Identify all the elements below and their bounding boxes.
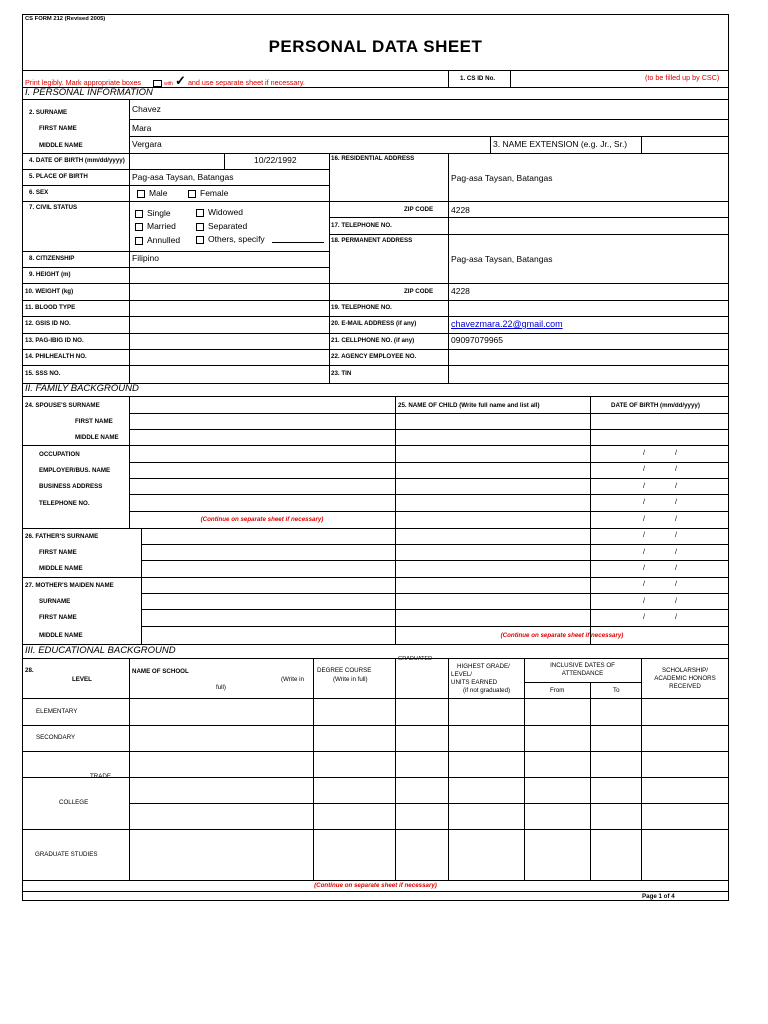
date-slash: / [643,450,645,457]
civil-married-option[interactable]: Married [135,221,176,231]
school-write-in: (Write in [281,676,304,683]
section-personal-title: I. PERSONAL INFORMATION [25,87,153,98]
cellphone-field[interactable]: 09097079965 [451,335,504,345]
civil-separated-option[interactable]: Separated [196,221,247,231]
agency-employee-label: 22. AGENCY EMPLOYEE NO. [331,353,417,360]
education-continue-note: (Continue on separate sheet if necessary) [314,882,437,889]
page-number: Page 1 of 4 [642,893,675,900]
checkbox-icon [196,223,204,231]
middle-name-label: MIDDLE NAME [39,142,83,149]
school-name-header: NAME OF SCHOOL [132,668,189,675]
date-slash: / [643,565,645,572]
father-surname-label: 26. FATHER'S SURNAME [25,533,99,540]
civil-single-option[interactable]: Single [135,208,171,218]
date-slash: / [643,466,645,473]
mother-surname-label: SURNAME [39,598,71,605]
blood-type-label: 11. BLOOD TYPE [25,304,76,311]
name-extension-field[interactable] [642,137,728,152]
civil-annulled-option[interactable]: Annulled [135,235,180,245]
degree-write-in: (Write in full) [333,676,368,683]
date-slash: / [643,614,645,621]
checkbox-icon [196,236,204,244]
inclusive-dates-1: INCLUSIVE DATES OF [550,662,615,669]
cs-id-label: 1. CS ID No. [460,75,496,82]
date-slash: / [675,581,677,588]
civil-others-option[interactable]: Others, specify [196,234,265,244]
date-slash: / [643,483,645,490]
surname-label: 2. SURNAME [29,109,68,116]
weight-label: 10. WEIGHT (kg) [25,288,74,295]
checkbox-icon [135,210,143,218]
level-secondary: SECONDARY [36,734,76,741]
civil-widowed-option[interactable]: Widowed [196,207,243,217]
honors-header-2: ACADEMIC HONORS [654,675,716,682]
middle-name-field[interactable]: Vergara [132,139,162,149]
tin-label: 23. TIN [331,370,352,377]
highest-grade-1: HIGHEST GRADE/ [457,663,510,670]
honors-header-1: SCHOLARSHIP/ [661,667,709,674]
citizenship-label: 8. CITIZENSHIP [29,255,75,262]
page-title: PERSONAL DATA SHEET [268,37,483,56]
date-slash: / [643,516,645,523]
section-family-title: II. FAMILY BACKGROUND [25,383,139,394]
graduated-header: GRADUATED [398,656,433,662]
first-name-field[interactable]: Mara [132,123,152,133]
business-address-label: BUSINESS ADDRESS [39,483,103,490]
email-field[interactable]: chavezmara.22@gmail.com [451,319,563,329]
pob-field[interactable]: Pag-asa Taysan, Batangas [132,172,234,182]
tel17-label: 17. TELEPHONE NO. [331,222,392,229]
instructions: Print legibly. Mark appropriate boxes with ✓ and use separate sheet if necessary. [25,73,305,88]
sex-label: 6. SEX [29,189,49,196]
res-address-label: 16. RESIDENTIAL ADDRESS [331,155,415,162]
pob-label: 5. PLACE OF BIRTH [29,173,88,180]
child-name-label: 25. NAME OF CHILD (Write full name and list all) [398,402,540,409]
date-slash: / [675,466,677,473]
first-name-label: FIRST NAME [39,125,77,132]
highest-grade-3: UNITS EARNED [451,679,498,686]
spouse-first-name-label: FIRST NAME [75,418,113,425]
highest-grade-4: (if not graduated) [463,687,511,694]
mother-first-name-label: FIRST NAME [39,614,77,621]
pagibig-label: 13. PAG-IBIG ID NO. [25,337,84,344]
form-id: CS FORM 212 (Revised 2005) [25,16,106,22]
level-trade: TRADE [90,773,111,780]
date-slash: / [675,532,677,539]
checkbox-icon [137,190,145,198]
honors-header-3: RECEIVED [669,683,701,690]
spouse-continue-note: (Continue on separate sheet if necessary) [200,516,324,523]
employer-label: EMPLOYER/BUS. NAME [39,467,111,474]
degree-header: DEGREE COURSE [317,667,372,674]
tel19-label: 19. TELEPHONE NO. [331,304,392,311]
spouse-surname-label: 24. SPOUSE'S SURNAME [25,402,100,409]
sss-label: 15. SSS NO. [25,370,61,377]
dob-field[interactable]: 10/22/1992 [254,155,297,165]
philhealth-label: 14. PHILHEALTH NO. [25,353,87,360]
section-education-title: III. EDUCATIONAL BACKGROUND [25,645,176,656]
res-zip-field[interactable]: 4228 [451,205,470,215]
perm-address-field[interactable]: Pag-asa Taysan, Batangas [451,254,553,264]
school-full: full) [216,684,226,691]
date-slash: / [675,549,677,556]
date-slash: / [675,565,677,572]
date-slash: / [675,499,677,506]
citizenship-field[interactable]: Filipino [132,253,159,263]
child-dob-label: DATE OF BIRTH (mm/dd/yyyy) [611,402,700,409]
cs-id-note: (to be filled up by CSC) [645,73,720,82]
perm-address-label: 18. PERMANENT ADDRESS [331,237,413,244]
checkbox-icon [135,223,143,231]
level-header: LEVEL [72,676,92,683]
spouse-telephone-label: TELEPHONE NO. [39,500,90,507]
inclusive-dates-2: ATTENDANCE [561,670,604,677]
father-first-name-label: FIRST NAME [39,549,77,556]
zip-label: ZIP CODE [404,206,434,213]
gsis-label: 12. GSIS ID NO. [25,320,71,327]
level-graduate-studies: GRADUATE STUDIES [35,851,98,858]
date-slash: / [675,614,677,621]
checkbox-icon [135,237,143,245]
education-num: 28. [25,667,34,674]
perm-zip-field[interactable]: 4228 [451,286,470,296]
height-label: 9. HEIGHT (m) [29,271,71,278]
spouse-middle-name-label: MIDDLE NAME [75,434,119,441]
level-elementary: ELEMENTARY [36,708,78,715]
checkmark-icon: ✓ [175,73,186,88]
occupation-label: OCCUPATION [39,451,80,458]
civil-status-label: 7. CIVIL STATUS [29,204,78,211]
mother-maiden-name-label: 27. MOTHER'S MAIDEN NAME [25,582,114,589]
level-college: COLLEGE [59,799,89,806]
from-header: From [550,687,565,694]
date-slash: / [675,450,677,457]
cs-id-field[interactable] [511,71,641,86]
father-middle-name-label: MIDDLE NAME [39,565,83,572]
date-slash: / [675,483,677,490]
to-header: To [613,687,620,694]
surname-field[interactable]: Chavez [132,104,161,114]
date-slash: / [643,581,645,588]
checkbox-icon [188,190,196,198]
date-slash: / [643,598,645,605]
res-address-field[interactable]: Pag-asa Taysan, Batangas [451,173,553,183]
sex-male-option[interactable]: Male [137,188,167,198]
dob-label: 4. DATE OF BIRTH (mm/dd/yyyy) [29,157,125,164]
date-slash: / [643,532,645,539]
checkbox-sample-icon [153,80,162,87]
email-label: 20. E-MAIL ADDRESS (if any) [331,320,417,327]
checkbox-icon [196,209,204,217]
child-continue-note: (Continue on separate sheet if necessary) [500,632,624,639]
sex-female-option[interactable]: Female [188,188,228,198]
date-slash: / [643,549,645,556]
date-slash: / [675,598,677,605]
cellphone-label: 21. CELLPHONE NO. (if any) [331,337,415,344]
date-slash: / [675,516,677,523]
name-extension-label: 3. NAME EXTENSION (e.g. Jr., Sr.) [493,139,628,149]
mother-middle-name-label: MIDDLE NAME [39,632,83,639]
perm-zip-label: ZIP CODE [404,288,434,295]
date-slash: / [643,499,645,506]
highest-grade-2: LEVEL/ [451,671,472,678]
others-specify-line [272,242,324,243]
